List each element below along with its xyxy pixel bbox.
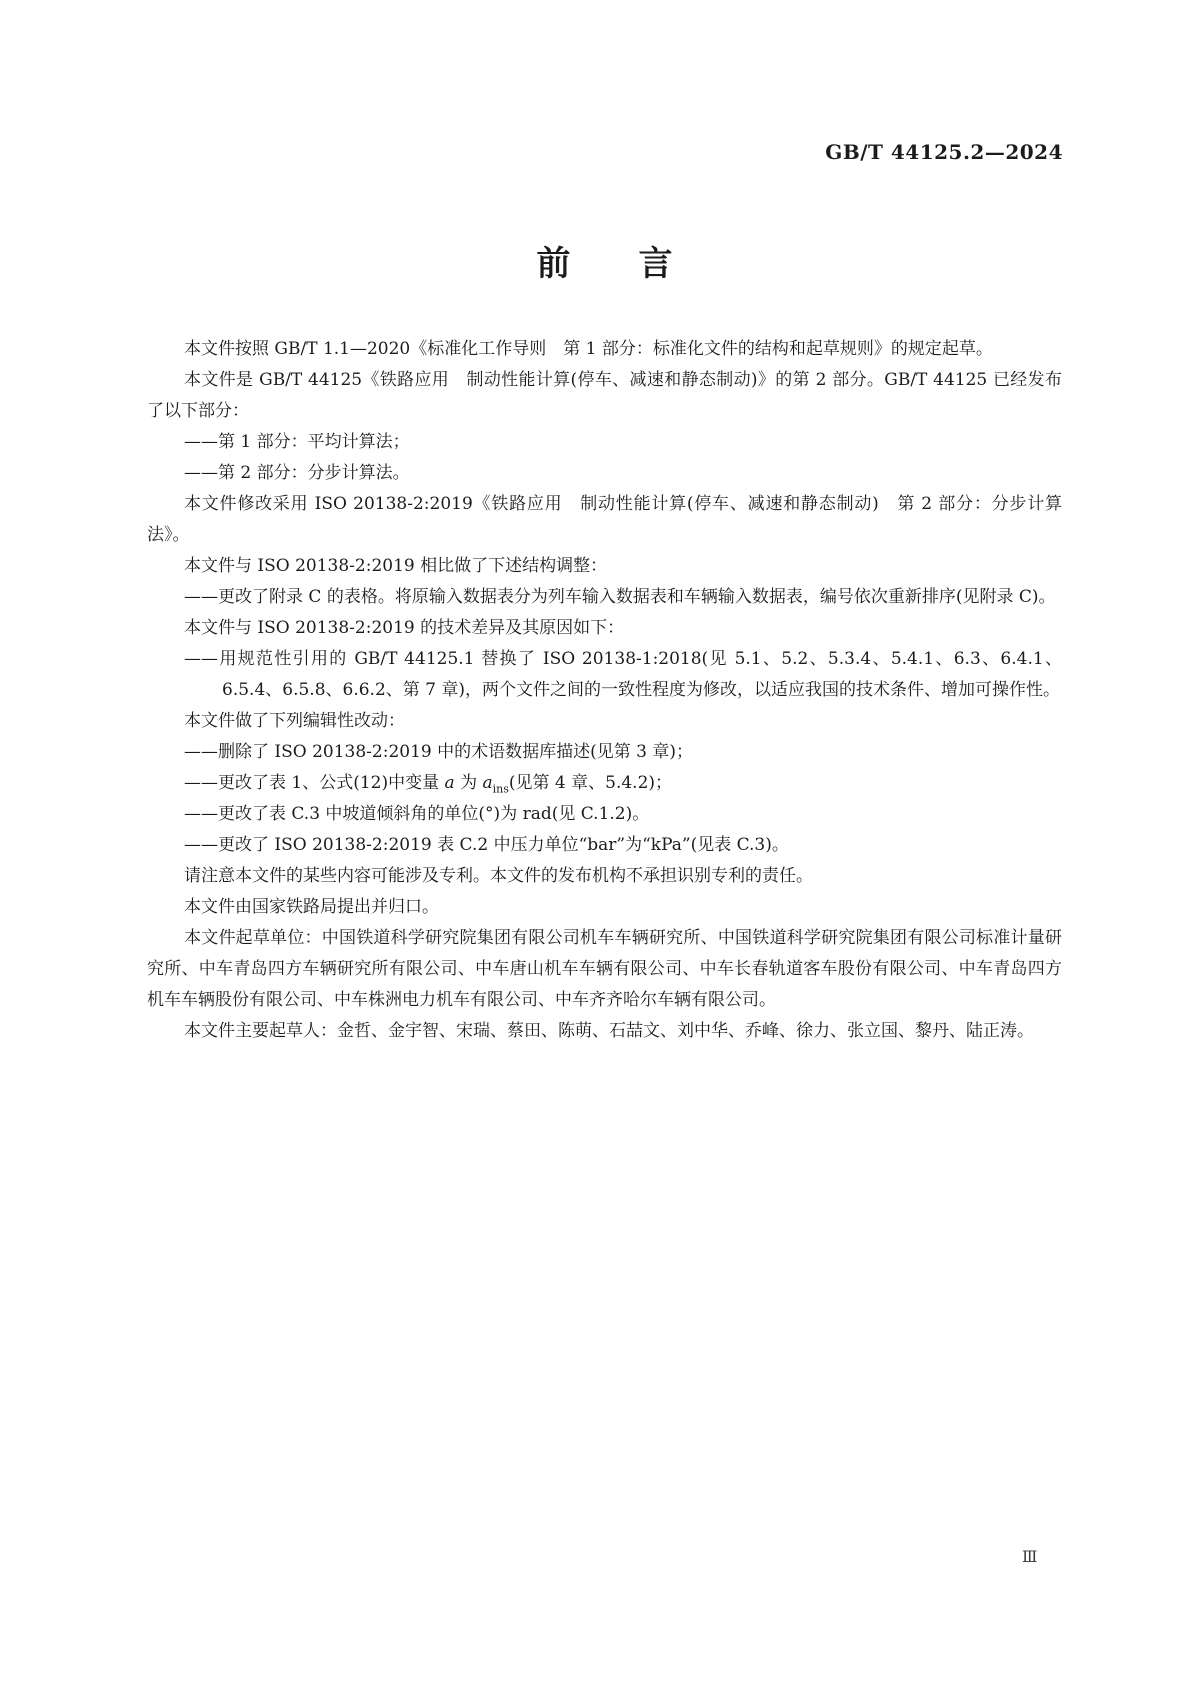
- list-item-pressure-unit-change: ——更改了 ISO 20138-2:2019 表 C.2 中压力单位“bar”为“kPa”(见表 C.3)。: [184, 835, 789, 855]
- paragraph-editorial-changes-intro: 本文件做了下列编辑性改动：: [184, 711, 405, 731]
- foreword-body: [147, 334, 1062, 1047]
- list-item-angle-unit-change: ——更改了表 C.3 中坡道倾斜角的单位(°)为 rad(见 C.1.2)。: [184, 804, 650, 824]
- list-item-variable-a-change: [184, 768, 1062, 799]
- paragraph-drafting-rules: 本文件按照 GB/T 1.1—2020《标准化工作导则 第 1 部分：标准化文件的结构和起草规则》的规定起草。: [184, 339, 993, 359]
- variable-a-ins-symbol: a: [482, 773, 493, 793]
- paragraph-modified-adoption: 本文件修改采用 ISO 20138-2:2019《铁路应用 制动性能计算(停车、减速和静态制动) 第 2 部分：分步计算法》。: [147, 494, 1062, 545]
- variable-line-middle: 为: [454, 773, 483, 793]
- paragraph-technical-differences-intro: 本文件与 ISO 20138-2:2019 的技术差异及其原因如下：: [184, 618, 625, 638]
- paragraph-main-drafters: 本文件主要起草人：金哲、金宇智、宋瑞、蔡田、陈萌、石喆文、刘中华、乔峰、徐力、张立国、黎丹、陆正涛。: [184, 1021, 1034, 1041]
- variable-line-prefix: ——更改了表 1、公式(12)中变量: [184, 773, 445, 793]
- list-item-annex-c-table-change: ——更改了附录 C 的表格。将原输入数据表分为列车输入数据表和车辆输入数据表，编号依次重新排序(见附录 C)。: [184, 587, 1056, 607]
- list-item-normative-reference-replacement: ——用规范性引用的 GB/T 44125.1 替换了 ISO 20138-1:2018(见 5.1、5.2、5.3.4、5.4.1、6.3、6.4.1、6.5.4、6.5.8、6.6.2、第 7 章)，两个文件之间的一致性程度为修改，以适应我国的技术条件、增加可操作性。: [184, 649, 1062, 700]
- paragraph-issuing-body: 本文件由国家铁路局提出并归口。: [184, 897, 439, 917]
- variable-a-ins-subscript: ins: [492, 782, 509, 796]
- list-item-deleted-terminology-database: ——删除了 ISO 20138-2:2019 中的术语数据库描述(见第 3 章)；: [184, 742, 694, 762]
- paragraph-drafting-organizations: 本文件起草单位：中国铁道科学研究院集团有限公司机车车辆研究所、中国铁道科学研究院集团有限公司标准计量研究所、中车青岛四方车辆研究所有限公司、中车唐山机车车辆有限公司、中车长春轨道客车股份有限公司、中车青岛四方机车车辆股份有限公司、中车株洲电力机车有限公司、中车齐齐哈尔车辆有限公司。: [147, 928, 1062, 1010]
- variable-a-symbol: a: [444, 773, 455, 793]
- paragraph-structural-adjustments-intro: 本文件与 ISO 20138-2:2019 相比做了下述结构调整：: [184, 556, 608, 576]
- standard-code-header: GB/T 44125.2—2024: [825, 140, 1063, 164]
- list-item-part-2: ——第 2 部分：分步计算法。: [184, 463, 410, 483]
- paragraph-patent-notice: 请注意本文件的某些内容可能涉及专利。本文件的发布机构不承担识别专利的责任。: [184, 866, 813, 886]
- list-item-part-1: ——第 1 部分：平均计算法；: [184, 432, 410, 452]
- page-number: Ⅲ: [1022, 1547, 1038, 1566]
- variable-line-suffix: (见第 4 章、5.4.2)；: [508, 773, 673, 793]
- foreword-title: 前 言: [536, 244, 673, 284]
- paragraph-part-of-series: 本文件是 GB/T 44125《铁路应用 制动性能计算(停车、减速和静态制动)》的第 2 部分。GB/T 44125 已经发布了以下部分：: [147, 370, 1062, 421]
